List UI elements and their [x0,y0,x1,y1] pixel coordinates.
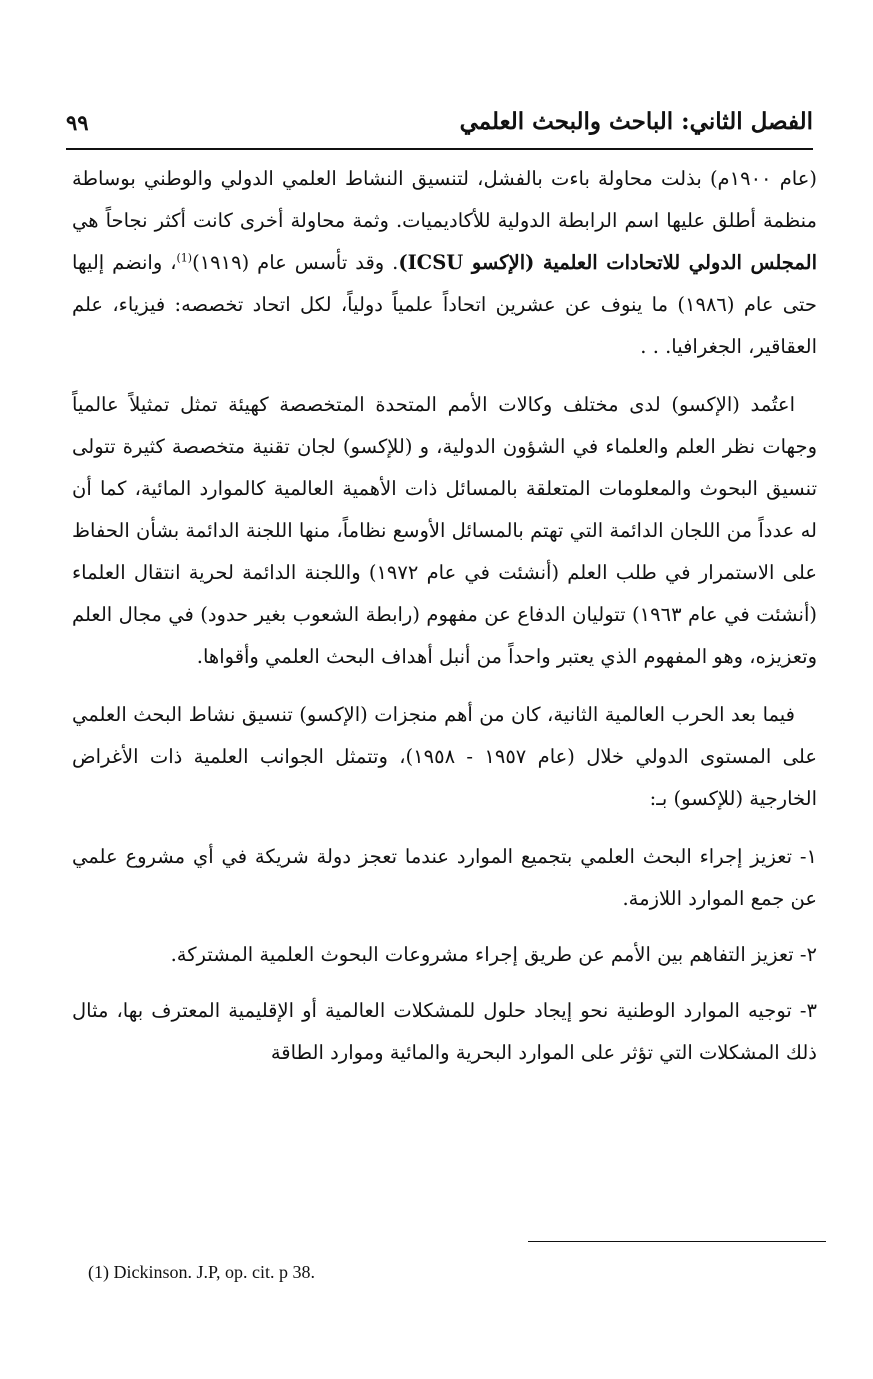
paragraph-3: فيما بعد الحرب العالمية الثانية، كان من أهم منجزات (الإكسو) تنسيق نشاط البحث العلمي على المستوى الدولي خلال (عام ١٩٥٧ - ١٩٥٨)، وتتمثل الجوانب العلمية ذات الأغراض الخارجية (للإكسو) بـ: [72,703,817,810]
chapter-title: الفصل الثاني: الباحث والبحث العلمي [459,108,813,135]
list-item-3: ٣- توجيه الموارد الوطنية نحو إيجاد حلول للمشكلات العالمية أو الإقليمية المعترف بها، مثال ذلك المشكلات التي تؤثر على الموارد البحرية والمائية وموارد الطاقة [72,999,817,1064]
paragraph-1-start: (عام ١٩٠٠م) بذلت محاولة باءت بالفشل، لتنسيق النشاط العلمي الدولي والوطني بوساطة منظمة أطلق عليها اسم الرابطة الدولية للأكاديميات. وثمة محاولة أخرى كانت أكثر نجاحاً هي [72,167,817,232]
body-text [72,158,817,1088]
paragraph-1-end: ، وانضم إليها حتى عام (١٩٨٦) ما ينوف عن عشرين اتحاداً علمياً دولياً، لكل اتحاد تخصصه: فيزياء، علم العقاقير، الجغرافيا. . . [72,251,817,358]
paragraph-1-mid: . وقد تأسس عام (١٩١٩) [192,251,399,274]
icsu-name: المجلس الدولي للاتحادات العلمية (الإكسو ICSU) [398,251,817,274]
page-number: ٩٩ [66,110,89,135]
footnote-divider [528,1241,826,1242]
footnote: (1) Dickinson. J.P, op. cit. p 38. [88,1262,315,1282]
footnote-marker[interactable]: (1) [176,251,193,265]
paragraph-2: اعتُمد (الإكسو) لدى مختلف وكالات الأمم المتحدة المتخصصة كهيئة تمثل تمثيلاً عالمياً وجهات نظر العلم والعلماء في الشؤون الدولية، و (للإكسو) لجان تقنية متخصصة كثيرة تتولى تنسيق البحوث والمعلومات المتعلقة بالمسائل ذات الأهمية العالمية كالموارد المائية، كما أن له عدداً من اللجان الدائمة التي تهتم بالمسائل الأوسع نظاماً، منها اللجنة الدائمة بشأن الحفاظ على الاستمرار في طلب العلم (أنشئت في عام ١٩٧٢) واللجنة الدائمة لحرية انتقال العلماء (أنشئت في عام ١٩٦٣) تتوليان الدفاع عن مفهوم (رابطة الشعوب بغير حدود) في مجال العلم وتعزيزه، وهو المفهوم الذي يعتبر واحداً من أنبل أهداف البحث العلمي وأقواها. [72,393,817,668]
paragraph-1 [72,158,817,368]
running-header [66,104,813,150]
list-item-1: ١- تعزيز إجراء البحث العلمي بتجميع الموارد عندما تعجز دولة شريكة في أي مشروع علمي عن جمع الموارد اللازمة. [72,845,817,910]
list-item-2: ٢- تعزيز التفاهم بين الأمم عن طريق إجراء مشروعات البحوث العلمية المشتركة. [170,943,817,966]
